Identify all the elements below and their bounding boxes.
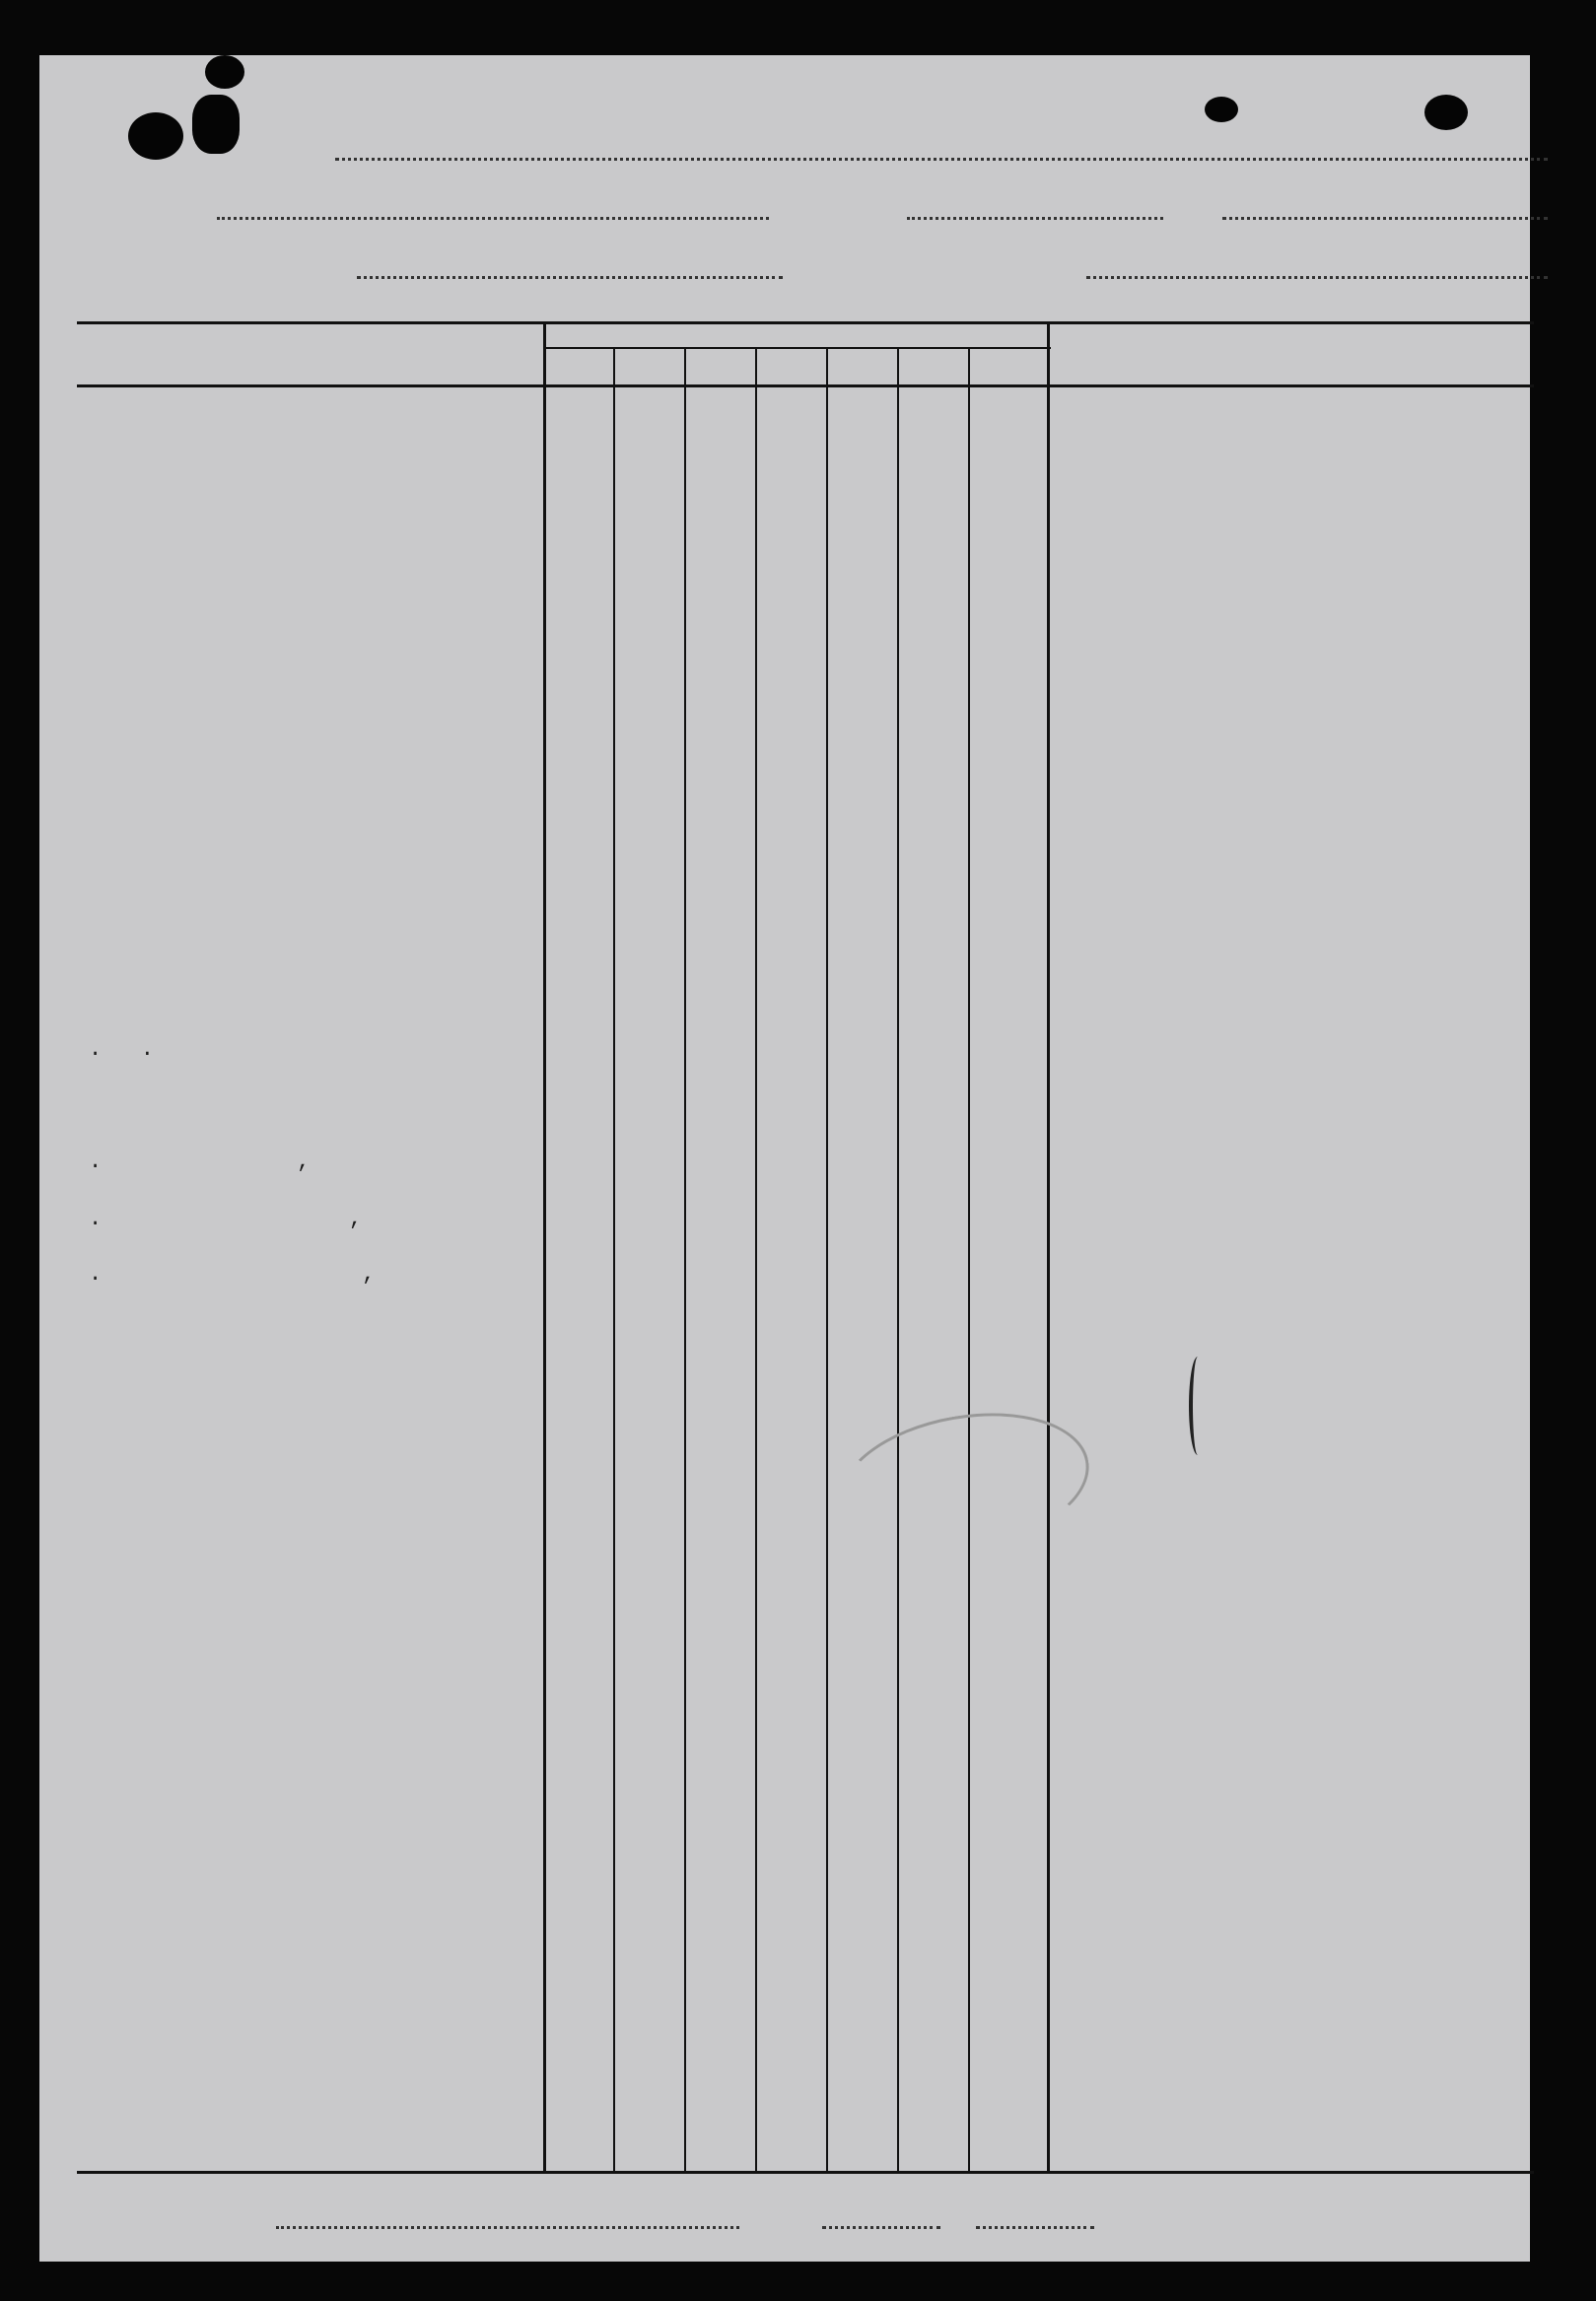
placeholder-dots: . , <box>89 1207 363 1231</box>
subheader-rule <box>546 347 1051 349</box>
col-rule-a <box>543 321 546 2171</box>
ink-blot <box>1424 95 1468 130</box>
embark-dots <box>357 276 783 279</box>
placeholder-dots: . , <box>89 1150 311 1174</box>
table-bottom-rule <box>77 2171 1534 2174</box>
of-dots <box>976 2226 1094 2229</box>
manifest-sheet <box>39 55 1530 2262</box>
official-rule <box>1047 321 1050 2171</box>
ink-blot <box>1205 97 1238 122</box>
oval-stamp <box>828 1395 1100 1570</box>
pen-mark <box>1189 1357 1207 1455</box>
col-rule-g <box>968 347 970 2171</box>
prepared-dots <box>276 2226 739 2229</box>
col-rule-b <box>613 347 615 2171</box>
col-rule-c <box>684 347 686 2171</box>
ink-blot <box>128 112 183 160</box>
ink-blot <box>192 95 240 154</box>
aircraft-dots <box>217 217 769 220</box>
header-bottom-rule <box>77 384 1534 387</box>
col-rule-f <box>897 347 899 2171</box>
ink-blot <box>205 55 244 89</box>
date-dots <box>1222 217 1548 220</box>
col-rule-d <box>755 347 757 2171</box>
table-top-rule <box>77 321 1534 324</box>
placeholder-dots: . , <box>89 1262 376 1287</box>
flight-dots <box>907 217 1163 220</box>
owner-dots <box>335 158 1548 161</box>
placeholder-dots: . . <box>89 1037 155 1062</box>
disembark-dots <box>1086 276 1548 279</box>
page-dots <box>822 2226 940 2229</box>
col-rule-e <box>826 347 828 2171</box>
